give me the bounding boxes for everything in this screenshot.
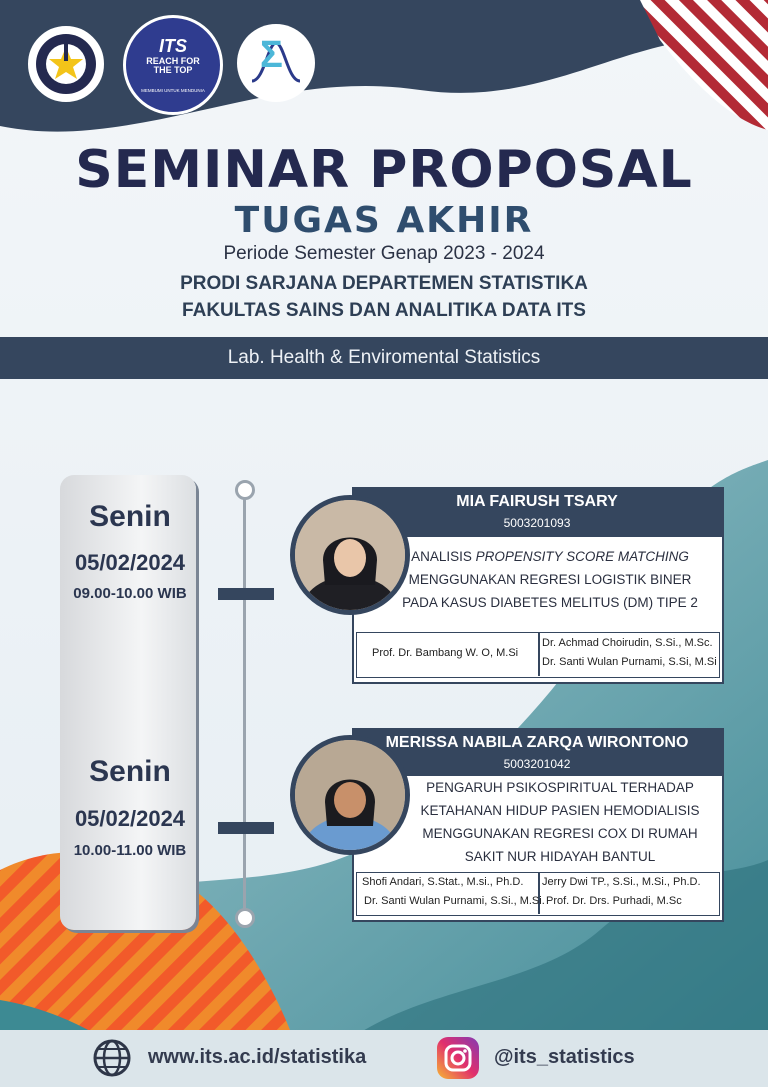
session1-divider <box>538 632 540 676</box>
session2-thesis-title <box>400 776 720 868</box>
session2-supervisor2: Dr. Santi Wulan Purnami, S.Si., M.Si. <box>364 895 545 907</box>
session2-student-name: MERISSA NABILA ZARQA WIRONTONO <box>385 734 689 751</box>
session1-photo <box>290 495 410 615</box>
timeline-tick-2 <box>218 822 274 834</box>
its-reach-logo <box>123 15 223 115</box>
lab-name: Lab. Health & Enviromental Statistics <box>227 347 541 368</box>
sigma-icon: Σ <box>260 34 283 76</box>
session1-time: 09.00-10.00 WIB <box>73 585 187 602</box>
session2-name-bar <box>352 728 722 776</box>
session2-title-line4: SAKIT NUR HIDAYAH BANTUL <box>464 849 656 864</box>
session2-divider <box>538 872 540 914</box>
session1-date: 05/02/2024 <box>74 550 186 575</box>
session1-examiner1: Dr. Achmad Choirudin, S.Si., M.Sc. <box>542 637 713 649</box>
session2-student-nim: 5003201042 <box>503 757 571 771</box>
lab-banner <box>0 337 768 379</box>
session1-day: Senin <box>89 500 171 533</box>
session2-date: 05/02/2024 <box>74 806 186 831</box>
session1-title-l1b: PROPENSITY SCORE MATCHING <box>475 549 689 564</box>
page-title: SEMINAR PROPOSAL <box>75 140 693 200</box>
session1-title-line2: MENGGUNAKAN REGRESI LOGISTIK BINER <box>408 572 692 587</box>
session1-examiner2: Dr. Santi Wulan Purnami, S.Si, M.Si <box>542 656 717 668</box>
schedule-card <box>60 475 196 930</box>
session1-thesis-title <box>380 545 720 614</box>
timeline-node-bottom <box>235 908 255 928</box>
session2-examiner2: Prof. Dr. Drs. Purhadi, M.Sc <box>546 895 682 907</box>
session1-supervisor: Prof. Dr. Bambang W. O, M.Si <box>372 647 519 659</box>
its-ring-text: MEMBUMI UNTUK MENDUNIA <box>141 87 205 93</box>
session2-supervisor1: Shofi Andari, S.Stat., M.si., Ph.D. <box>362 876 524 888</box>
prodi-line-2: FAKULTAS SAINS DAN ANALITIKA DATA ITS <box>182 300 586 321</box>
session1-title-l1a: ANALISIS <box>411 549 476 564</box>
its-logo-text: ITS <box>158 35 187 56</box>
instagram-handle[interactable]: @its_statistics <box>494 1046 635 1068</box>
session1-student-nim: 5003201093 <box>503 516 571 530</box>
session2-title-line2: KETAHANAN HIDUP PASIEN HEMODIALISIS <box>420 803 700 818</box>
session1-title-line3: PADA KASUS DIABETES MELITUS (DM) TIPE 2 <box>402 595 698 610</box>
globe-icon <box>92 1038 132 1078</box>
session2-time: 10.00-11.00 WIB <box>73 842 187 859</box>
session1-name-bar <box>352 487 722 537</box>
timeline-line <box>243 495 246 915</box>
timeline-tick-1 <box>218 588 274 600</box>
prodi-line-1: PRODI SARJANA DEPARTEMEN STATISTIKA <box>180 273 588 294</box>
its-slogan-line1: REACH FOR <box>146 55 200 66</box>
session2-title-line1: PENGARUH PSIKOSPIRITUAL TERHADAP <box>426 780 694 795</box>
timeline-node-top <box>235 480 255 500</box>
statistics-sigma-logo <box>237 24 315 102</box>
its-slogan-line2: THE TOP <box>153 64 193 75</box>
page-subtitle: TUGAS AKHIR <box>234 200 534 241</box>
session2-examiner1: Jerry Dwi TP., S.Si., M.Si., Ph.D. <box>542 876 701 888</box>
period-text: Periode Semester Genap 2023 - 2024 <box>223 243 545 264</box>
instagram-icon <box>437 1037 479 1079</box>
session2-photo <box>290 735 410 855</box>
session1-student-name: MIA FAIRUSH TSARY <box>456 493 618 510</box>
session1-title-line1 <box>380 545 720 568</box>
session2-title-line3: MENGGUNAKAN REGRESI COX DI RUMAH <box>422 826 698 841</box>
website-link[interactable]: www.its.ac.id/statistika <box>148 1046 367 1068</box>
session2-day: Senin <box>89 755 171 788</box>
its-gear-logo <box>26 24 106 104</box>
